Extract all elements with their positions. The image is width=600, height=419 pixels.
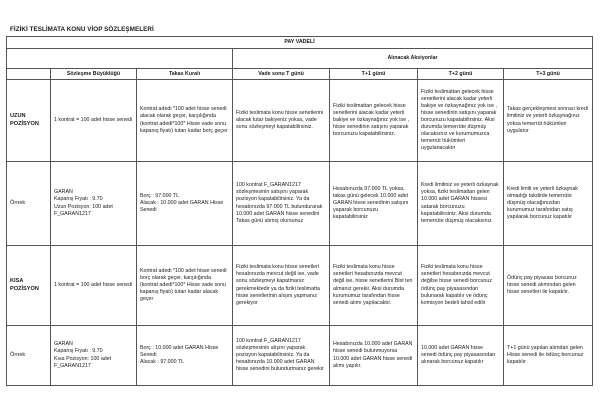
cell-takas: Kontrat adedi *100 adet hisse senedi borç olarak geçer, karşılığında (kontrat adedi*100* Hisse vade sonu kapanış fiyatı) tutarı kadar alacak geçer: [137, 246, 233, 326]
viop-table: [6, 36, 593, 386]
cell-t1: Hesabınızda 10.000 adet GARAN hisse senedi bulunmuyorsa 10.000 adet GARAN hisse senedi alımı yapılır.: [330, 326, 418, 386]
row-label-kisa-pozisyon: KISA POZİSYON: [7, 246, 51, 326]
cell-t3: Takas gerçekleşmesi sonrası kredi limitiniz ve yeterli özkaynağınız yoksa temerrüt hükümleri uygulanır: [504, 80, 593, 162]
table-row-ornek-uzun: [7, 162, 593, 246]
cell-t3: T+1 günü yapılan alımdan gelen Hisse senedi ile ödünç borcunuz kapatılır: [504, 326, 593, 386]
row-label-uzun-pozisyon: UZUN POZİSYON: [7, 80, 51, 162]
table-row-kisa-pozisyon: [7, 246, 593, 326]
cell-sozlesme: 1 kontrat = 100 adet hisse senedi: [51, 246, 137, 326]
header-empty-label: [7, 69, 51, 80]
cell-t1: Hesabınızda 97.000 TL yoksa, takas günü gelecek 10.000 adet GARAN hisse senedinin satışını yaparak borcunuzu kapatabilirsiniz: [330, 162, 418, 246]
column-header-sozlesme: Sözleşme Büyüklüğü: [51, 69, 137, 80]
cell-takas: Borç : 10.000 adet GARAN Hisse Senedi Alacak : 97.000 TL: [137, 326, 233, 386]
alinacak-aksiyonlar-header: Alınacak Aksiyonlar: [233, 49, 593, 69]
cell-t2: Fiziki teslimata konu hisse senetleri hesabınızda mevcut değilse hisse senedi borcunuz ödünç pay piyasasından bulunarak kapatılır ve ödünç komisyon bedeli tahsil edilir: [418, 246, 504, 326]
cell-t1: Fiziki teslimata konu hisse senetleri hesabınızda mevcut değil ise, hisse senetlerini Bist ten almanız gerekir. Aksi durumda kurumumuz tarafından hisse senedi alımı yapılacaktır.: [330, 246, 418, 326]
table-row-uzun-pozisyon: [7, 80, 593, 162]
cell-vade-sonu: Fiziki teslimata konu hisse senetlerini alacak tutar bakiyeniz yoksa, vade sonu sözleşmeyi kapatabilirsiniz.: [233, 80, 330, 162]
column-header-t1: T+1 günü: [330, 69, 418, 80]
header-row-pay-vadeli: [7, 37, 593, 49]
cell-t1: Fiziki teslimattan gelecek hisse senetlerini alacak kadar yeterli bakiye ve özkaynağınız yok ise , hisse senedinin satışını yaparak borcunuzu kapatabilirsiniz.: [330, 80, 418, 162]
cell-t2: 10.000 adet GARAN hisse senedi ödünç pay piyasasından alınarak borcunuz kapatılır: [418, 326, 504, 386]
cell-sozlesme: GARAN Kapanış Fiyatı : 9.70 Kısa Pozisyon: 100 adet F_GARAN1217: [51, 326, 137, 386]
row-label-ornek: Örnek: [7, 162, 51, 246]
cell-t2: Kredi limitiniz ve yeterli özkaynak yoksa, fiziki teslimattan gelen 10.000 adet GARAN hissesi satarak borcunuzu kapatabilirsiniz. Aksi durumda temerrüte düşmüş olacaksınız: [418, 162, 504, 246]
cell-sozlesme: GARAN Kapanış Fiyatı : 9.70 Uzun Pozisyon: 100 adet F_GARAN1217: [51, 162, 137, 246]
cell-t3: Kredi limiti ve yeterli özkaynak olmadığı takdirde temerrüte düşmüş olacağınızdan kurumumuz tarafından satış yapılarak borcunuz kapatılır: [504, 162, 593, 246]
cell-takas: Borç : 97.000 TL Alacak : 10.000 adet GARAN Hisse Senedi: [137, 162, 233, 246]
table-row-ornek-kisa: [7, 326, 593, 386]
cell-vade-sonu: 100 kontrat F_GARAN1217 sözleşmesinin alışını yaparak pozisyon kapatabilirsiniz. Ya da hesabınızda 10.000 adet GARAN hisse senedini bulundurmanız gerekir: [233, 326, 330, 386]
cell-vade-sonu: Fiziki teslimata konu hisse senetleri hesabınızda mevcut değil ise, vade sonu sözleşmeyi kapatmanız gerekmektedir ya da fiziki teslimatta hisse senetlerinin alışını yapmanız gerekiyor: [233, 246, 330, 326]
column-header-t3: T+3 günü: [504, 69, 593, 80]
header-blank-cell: [7, 49, 233, 69]
column-header-takas: Takas Kuralı: [137, 69, 233, 80]
document-title: FİZİKİ TESLİMATA KONU VİOP SÖZLEŞMELERİ: [10, 26, 154, 33]
row-label-ornek: Örnek: [7, 326, 51, 386]
column-header-vade-sonu: Vade sonu T günü: [233, 69, 330, 80]
cell-t3: Ödünç pay piyasası borcunuz hisse senedi alımından gelen hisse senetleri ile kapatılır.: [504, 246, 593, 326]
cell-t2: Fiziki teslimattan gelecek hisse senetlerini alacak kadar yeterli bakiye ve özkaynağınız yok ise , hisse senedinin satışını yaparak borcunuzu kapatabilirsiniz. Aksi durumda temerrüte düşmüş olacaksınız ve kurumumuzca temerrüt hükümleri uygulanacaktır: [418, 80, 504, 162]
pay-vadeli-header: PAY VADELİ: [7, 37, 593, 49]
header-row-columns: [7, 69, 593, 80]
header-row-aksiyonlar: [7, 49, 593, 69]
column-header-t2: T+2 günü: [418, 69, 504, 80]
cell-sozlesme: 1 kontrat = 100 adet hisse senedi: [51, 80, 137, 162]
cell-vade-sonu: 100 kontrat F_GARAN1217 sözleşmesinin satışını yaparak pozisyon kapatabilirsiniz. Ya da hesabınızda 97.000 TL bulundurarak 10.000 adet GARAN hisse senedini Takas günü alımış olursunuz: [233, 162, 330, 246]
cell-takas: Kontrat adedi *100 adet hisse senedi alacak olarak geçer, karşılığında (kontrat adedi*100* Hisse vade sonu kapanış fiyatı) tutarı kadar borç geçer: [137, 80, 233, 162]
